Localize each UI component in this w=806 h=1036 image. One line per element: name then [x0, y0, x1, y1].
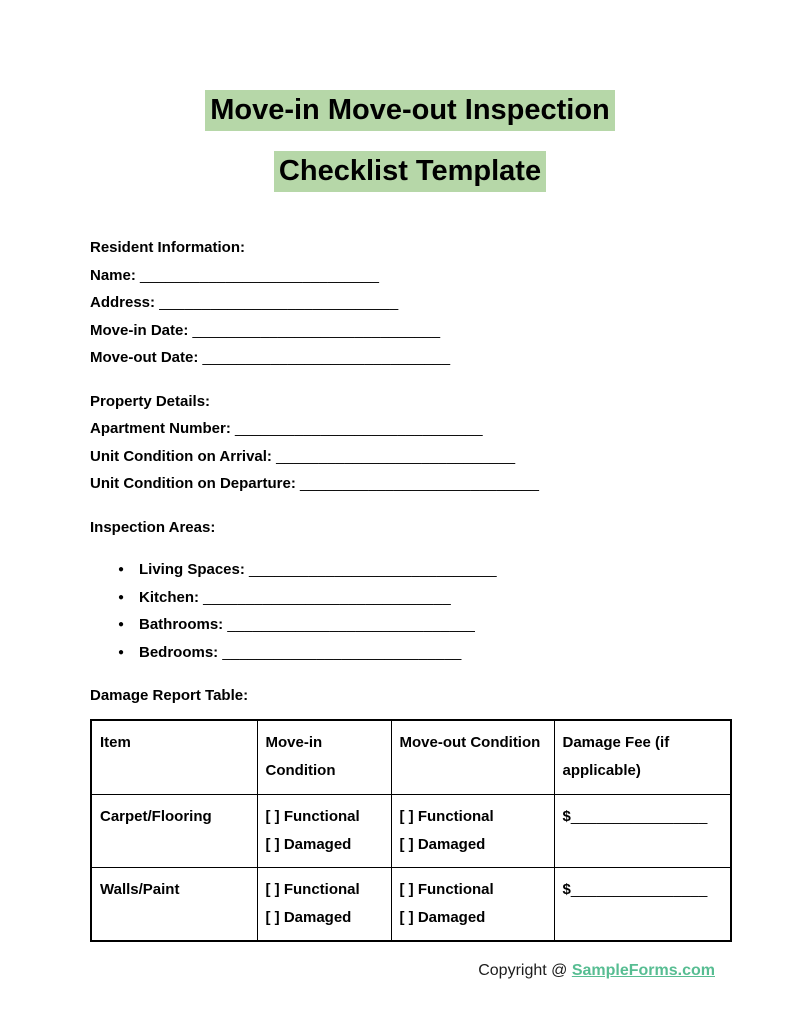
living-spaces-label: Living Spaces: [139, 561, 245, 578]
kitchen-item [90, 584, 730, 612]
title-line-2: Checklist Template [274, 151, 546, 192]
damage-report-table [90, 719, 732, 943]
kitchen-label: Kitchen: [139, 588, 199, 606]
living-spaces-item [90, 556, 730, 584]
apartment-number-label: Apartment Number: [90, 420, 231, 437]
unit-condition-arrival-label: Unit Condition on Arrival: [90, 447, 272, 465]
name-blank-line[interactable]: ____________________________ [140, 266, 380, 284]
move-in-condition-cell [257, 795, 391, 868]
bedrooms-label: Bedrooms: [139, 643, 219, 661]
property-details-heading: Property Details: [90, 392, 211, 410]
table-header-damage-fee: Damage Fee (if applicable) [554, 720, 731, 795]
move-in-date-field [90, 317, 730, 345]
property-details-section [90, 388, 730, 498]
inspection-areas-section [90, 514, 730, 667]
checkbox-functional[interactable]: [ ] Functional [265, 808, 360, 825]
address-field [90, 289, 730, 317]
table-header-row [91, 720, 731, 795]
table-header-move-out-condition: Move-out Condition [391, 720, 554, 795]
move-out-date-label: Move-out Date: [90, 349, 199, 366]
damage-report-heading: Damage Report Table: [90, 687, 249, 704]
table-row-walls-paint [91, 868, 731, 942]
document-title [90, 0, 730, 192]
kitchen-blank-line[interactable]: _____________________________ [203, 588, 451, 606]
damage-report-section [90, 682, 730, 942]
unit-condition-departure-blank-line[interactable]: ____________________________ [299, 475, 540, 492]
fee-blank-line[interactable]: ________________ [570, 881, 708, 898]
apartment-number-field [90, 415, 730, 443]
resident-information-heading: Resident Information: [90, 239, 246, 256]
bathrooms-blank-line[interactable]: _____________________________ [227, 616, 476, 633]
fee-currency-symbol: $ [562, 808, 571, 825]
checkbox-damaged[interactable]: [ ] Damaged [265, 836, 352, 853]
title-line-1-wrap [90, 90, 730, 131]
title-line-1: Move-in Move-out Inspection [205, 90, 615, 131]
copyright-text: Copyright @ [478, 962, 568, 979]
bathrooms-label: Bathrooms: [139, 616, 224, 633]
damage-fee-cell [554, 868, 731, 942]
bedrooms-item [90, 639, 730, 667]
move-in-condition-cell [257, 868, 391, 942]
bullet-icon: ● [118, 619, 125, 630]
item-cell: Carpet/Flooring [91, 795, 257, 868]
name-label: Name: [90, 266, 136, 284]
unit-condition-departure-field [90, 470, 730, 498]
inspection-areas-list [90, 556, 730, 666]
move-in-date-label: Move-in Date: [90, 321, 189, 339]
move-out-condition-cell [391, 795, 554, 868]
move-out-condition-cell [391, 868, 554, 942]
resident-information-section [90, 234, 730, 372]
title-line-2-wrap [90, 151, 730, 192]
bathrooms-item [90, 611, 730, 639]
checkbox-functional[interactable]: [ ] Functional [265, 881, 360, 898]
item-cell: Walls/Paint [91, 868, 257, 942]
table-row-carpet-flooring [91, 795, 731, 868]
bullet-icon: ● [118, 646, 125, 658]
living-spaces-blank-line[interactable]: _____________________________ [249, 561, 497, 578]
bullet-icon: ● [118, 564, 125, 575]
checkbox-damaged[interactable]: [ ] Damaged [265, 909, 352, 926]
checkbox-functional[interactable]: [ ] Functional [399, 808, 494, 825]
damage-fee-cell [554, 795, 731, 868]
address-label: Address: [90, 294, 156, 311]
move-out-date-field [90, 344, 730, 372]
move-out-date-blank-line[interactable]: _____________________________ [202, 349, 451, 366]
checkbox-functional[interactable]: [ ] Functional [399, 881, 494, 898]
bedrooms-blank-line[interactable]: ____________________________ [222, 643, 462, 661]
unit-condition-arrival-blank-line[interactable]: ____________________________ [276, 447, 516, 465]
fee-blank-line[interactable]: ________________ [570, 808, 708, 825]
apartment-number-blank-line[interactable]: _____________________________ [235, 420, 483, 437]
unit-condition-arrival-field [90, 443, 730, 471]
footer [90, 962, 730, 980]
checkbox-damaged[interactable]: [ ] Damaged [399, 836, 486, 853]
inspection-areas-heading: Inspection Areas: [90, 518, 216, 536]
bullet-icon: ● [118, 591, 125, 603]
table-header-item: Item [91, 720, 257, 795]
unit-condition-departure-label: Unit Condition on Departure: [90, 475, 296, 492]
footer-link[interactable]: SampleForms.com [571, 962, 715, 979]
address-blank-line[interactable]: ____________________________ [159, 294, 399, 311]
checkbox-damaged[interactable]: [ ] Damaged [399, 909, 486, 926]
table-header-move-in-condition: Move-in Condition [257, 720, 391, 795]
move-in-date-blank-line[interactable]: _____________________________ [192, 321, 441, 339]
fee-currency-symbol: $ [562, 881, 571, 898]
name-field [90, 262, 730, 290]
